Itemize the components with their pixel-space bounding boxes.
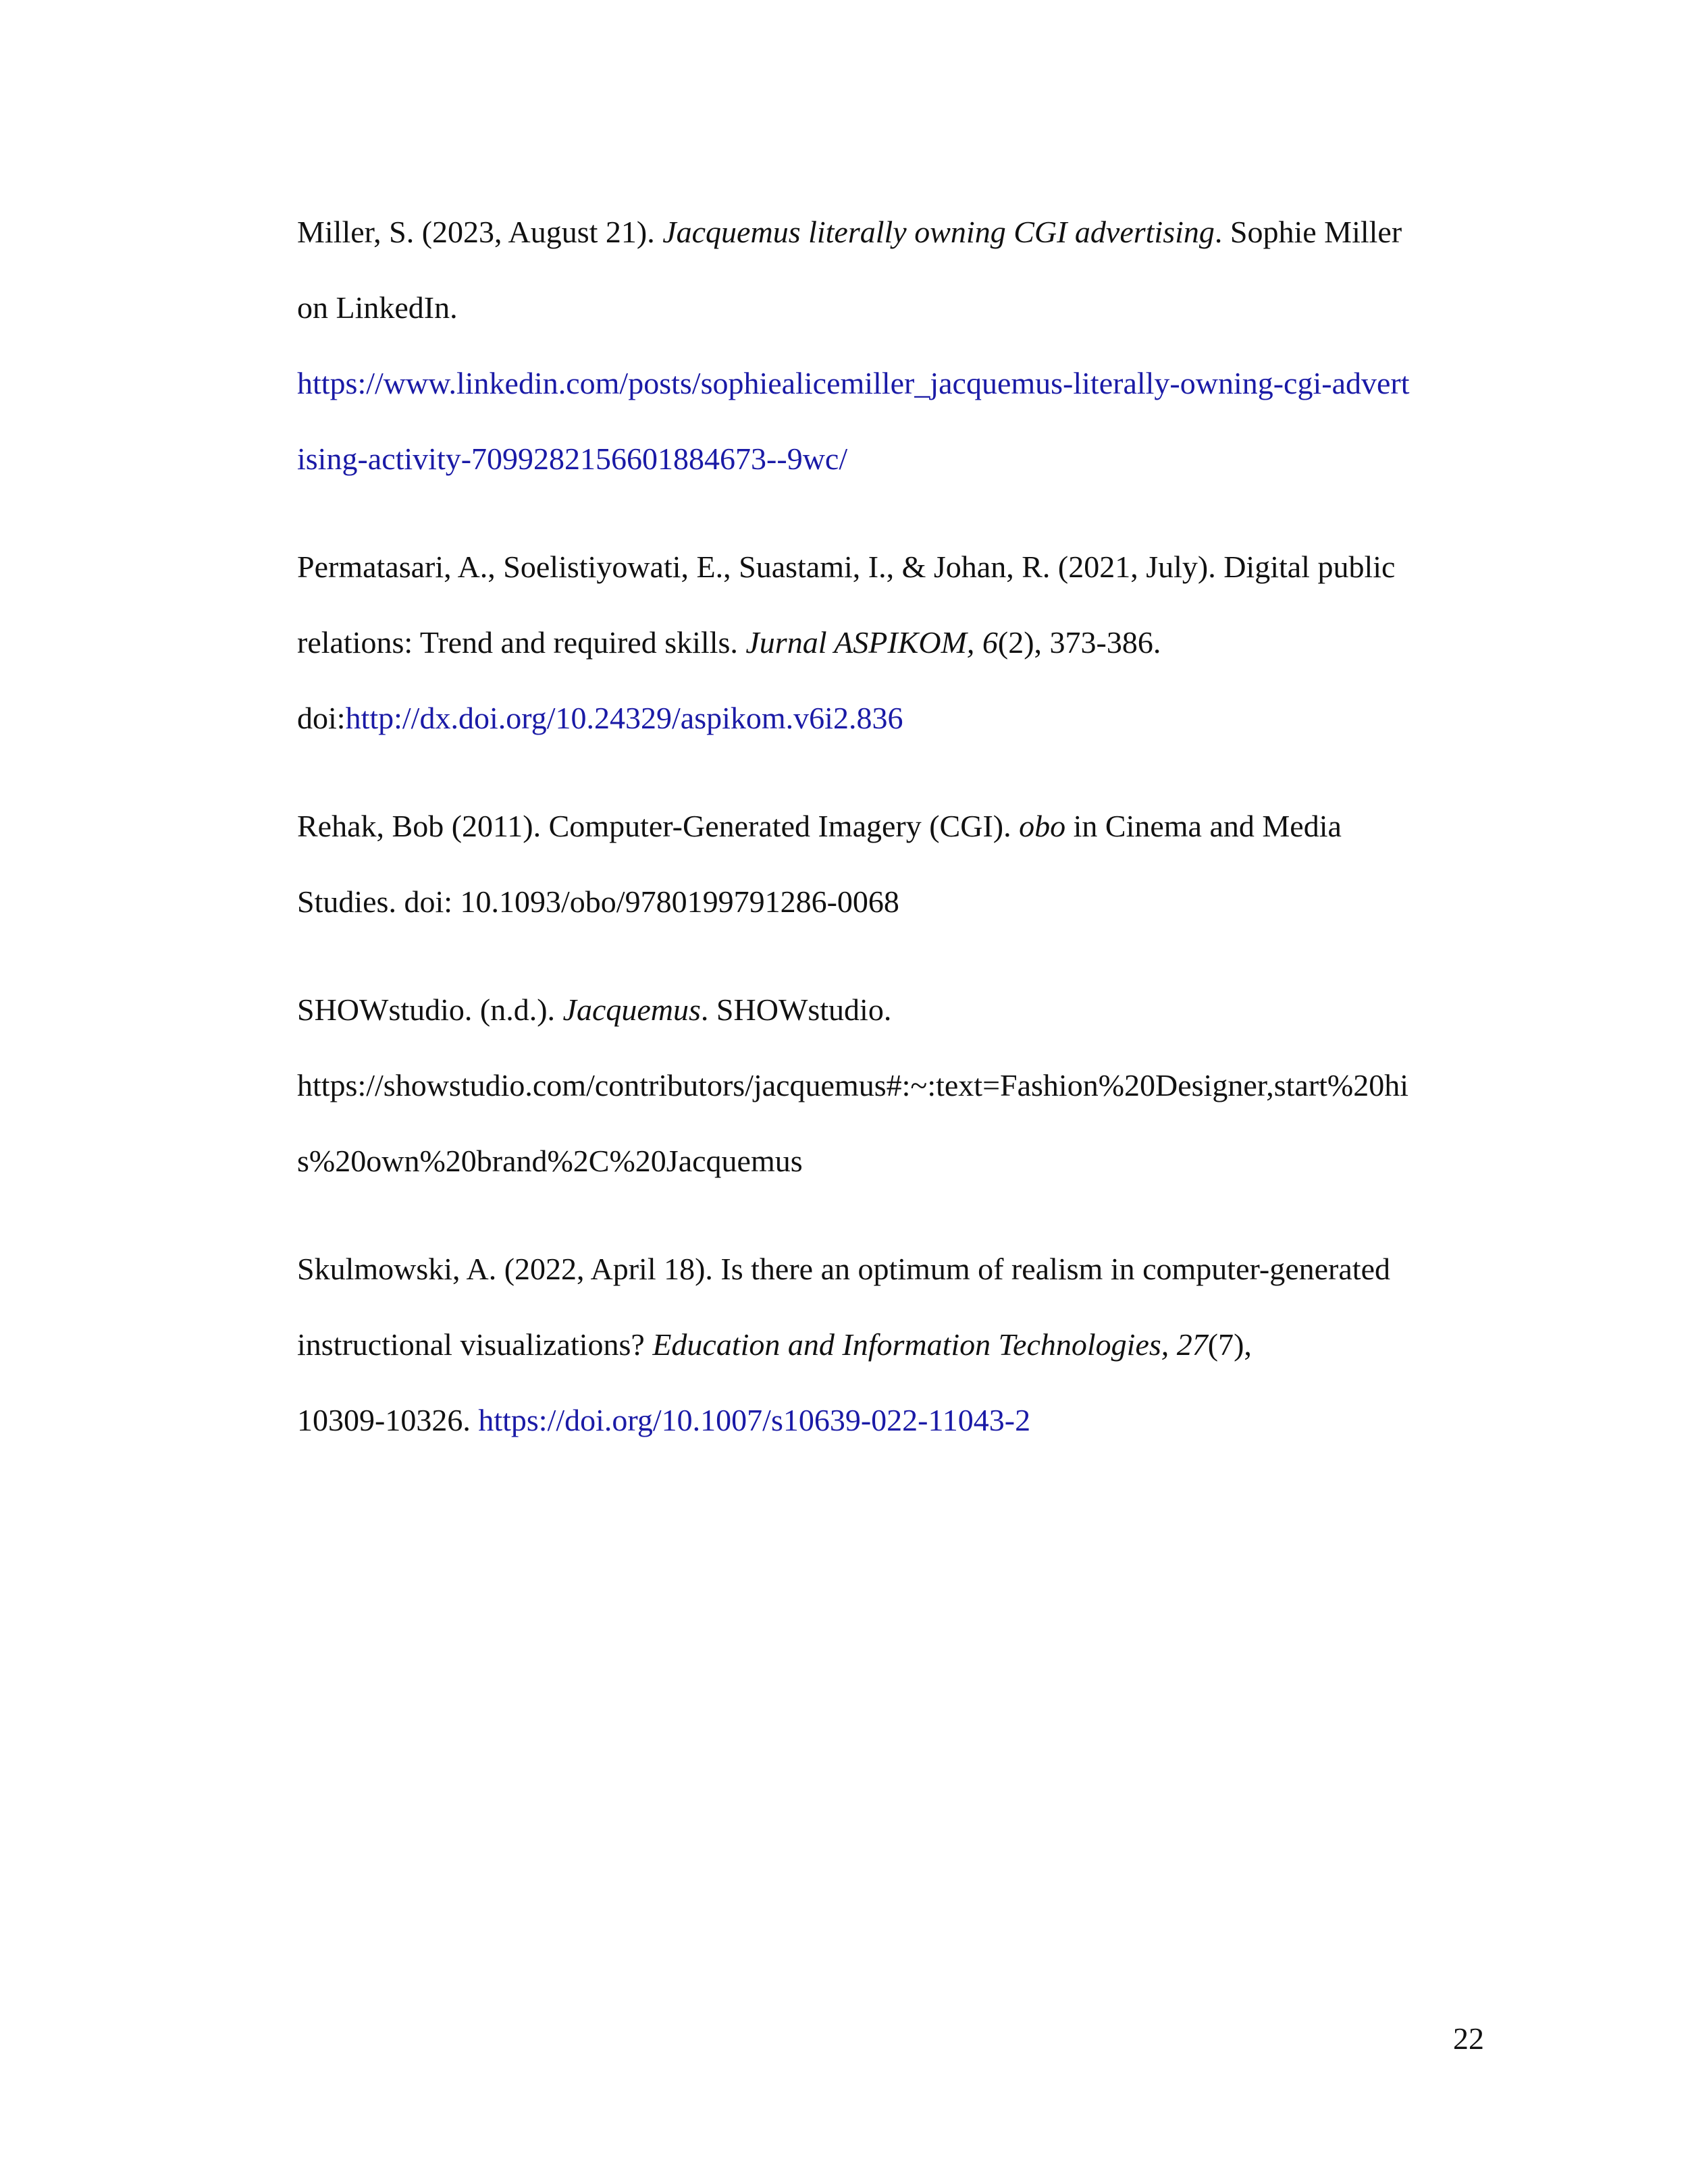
- reference-rehak: [297, 789, 1485, 940]
- reference-line: [297, 681, 1485, 756]
- reference-journal: Education and Information Technologies, 27: [652, 1327, 1208, 1362]
- reference-text: Rehak, Bob (2011). Computer-Generated Imagery (CGI).: [297, 809, 1020, 843]
- reference-line: [297, 864, 1485, 940]
- reference-text: Skulmowski, A. (2022, April 18). Is there an optimum of realism in computer-generated: [297, 1252, 1390, 1286]
- reference-url-text: https://showstudio.com/contributors/jacquemus#:~:text=Fashion%20Designer,start%20hi: [297, 1068, 1409, 1102]
- reference-link[interactable]: http://dx.doi.org/10.24329/aspikom.v6i2.836: [345, 701, 903, 735]
- reference-text: relations: Trend and required skills.: [297, 625, 746, 660]
- reference-line: [297, 346, 1485, 421]
- reference-line: [297, 421, 1485, 497]
- reference-list: [297, 194, 1485, 1491]
- reference-line: [297, 529, 1485, 605]
- page-number: 22: [1453, 2021, 1484, 2056]
- reference-text: in Cinema and Media: [1065, 809, 1342, 843]
- reference-line: [297, 605, 1485, 681]
- reference-source: obo: [1019, 809, 1066, 843]
- reference-text: Studies. doi: 10.1093/obo/9780199791286-0068: [297, 884, 899, 919]
- reference-text: . SHOWstudio.: [700, 992, 892, 1027]
- reference-text: Permatasari, A., Soelistiyowati, E., Suastami, I., & Johan, R. (2021, July). Digital public: [297, 550, 1396, 584]
- reference-journal: Jurnal ASPIKOM, 6: [745, 625, 998, 660]
- reference-url-text: s%20own%20brand%2C%20Jacquemus: [297, 1144, 803, 1178]
- reference-text: (2), 373-386.: [997, 625, 1161, 660]
- reference-line: [297, 1307, 1485, 1383]
- reference-text: . Sophie Miller: [1214, 215, 1402, 249]
- reference-text: 10309-10326.: [297, 1403, 479, 1437]
- reference-line: [297, 1231, 1485, 1307]
- reference-text: doi:: [297, 701, 346, 735]
- reference-title: Jacquemus literally owning CGI advertising: [662, 215, 1215, 249]
- reference-link[interactable]: https://doi.org/10.1007/s10639-022-11043-2: [478, 1403, 1031, 1437]
- reference-line: [297, 972, 1485, 1048]
- reference-title: Jacquemus: [562, 992, 701, 1027]
- reference-line: [297, 1048, 1485, 1123]
- reference-line: [297, 1123, 1485, 1199]
- reference-miller: [297, 194, 1485, 497]
- reference-line: [297, 1383, 1485, 1458]
- reference-link[interactable]: https://www.linkedin.com/posts/sophiealicemiller_jacquemus-literally-owning-cgi-advert: [297, 366, 1410, 400]
- reference-text: (7),: [1207, 1327, 1252, 1362]
- reference-permatasari: [297, 529, 1485, 756]
- reference-text: on LinkedIn.: [297, 290, 458, 325]
- reference-line: [297, 194, 1485, 270]
- reference-line: [297, 270, 1485, 346]
- reference-text: SHOWstudio. (n.d.).: [297, 992, 563, 1027]
- reference-skulmowski: [297, 1231, 1485, 1458]
- reference-line: [297, 789, 1485, 864]
- reference-text: Miller, S. (2023, August 21).: [297, 215, 663, 249]
- reference-showstudio: [297, 972, 1485, 1199]
- reference-link[interactable]: ising-activity-7099282156601884673--9wc/: [297, 442, 848, 476]
- reference-text: instructional visualizations?: [297, 1327, 653, 1362]
